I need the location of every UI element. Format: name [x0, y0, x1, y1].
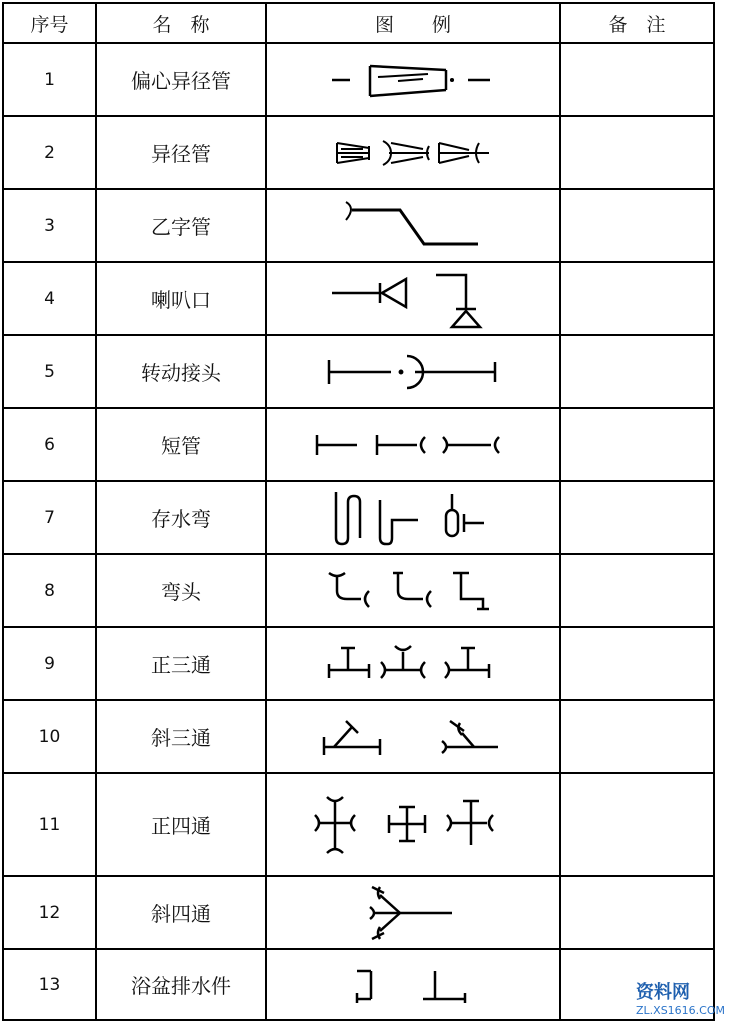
- oblique-tee-icon: [266, 700, 560, 773]
- row-name: 弯头: [96, 554, 266, 627]
- table-row: [3, 189, 714, 262]
- watermark-site: ZL.XS1616.COM: [636, 1004, 725, 1017]
- row-name: 斜三通: [96, 700, 266, 773]
- table-row: [3, 876, 714, 949]
- table-row: [3, 116, 714, 189]
- offset-pipe-icon: [266, 189, 560, 262]
- note-cell: [560, 627, 714, 700]
- header-no: 序号: [3, 3, 96, 43]
- row-name: 转动接头: [96, 335, 266, 408]
- watermark-brand: 资料网: [636, 982, 690, 1003]
- trap-icon: [266, 481, 560, 554]
- table-row: [3, 43, 714, 116]
- header-row: [3, 3, 714, 43]
- note-cell: [560, 116, 714, 189]
- bell-mouth-icon: [266, 262, 560, 335]
- row-name: 短管: [96, 408, 266, 481]
- row-no: 13: [3, 949, 96, 1020]
- row-no: 10: [3, 700, 96, 773]
- eccentric-reducer-icon: [266, 43, 560, 116]
- row-name: 异径管: [96, 116, 266, 189]
- row-name: 偏心异径管: [96, 43, 266, 116]
- note-cell: [560, 189, 714, 262]
- table-row: [3, 408, 714, 481]
- reducer-icon: [266, 116, 560, 189]
- row-no: 6: [3, 408, 96, 481]
- row-name: 斜四通: [96, 876, 266, 949]
- note-cell: [560, 43, 714, 116]
- row-no: 4: [3, 262, 96, 335]
- row-no: 12: [3, 876, 96, 949]
- note-cell: [560, 335, 714, 408]
- note-cell: [560, 481, 714, 554]
- table-row: [3, 700, 714, 773]
- oblique-cross-icon: [266, 876, 560, 949]
- pipe-fitting-legend-table: [2, 2, 715, 1021]
- row-name: 存水弯: [96, 481, 266, 554]
- swivel-joint-icon: [266, 335, 560, 408]
- row-name: 浴盆排水件: [96, 949, 266, 1020]
- table-row: [3, 481, 714, 554]
- table-row: [3, 262, 714, 335]
- elbow-icon: [266, 554, 560, 627]
- header-symbol: 图 例: [266, 3, 560, 43]
- note-cell: [560, 262, 714, 335]
- short-pipe-icon: [266, 408, 560, 481]
- watermark: [636, 978, 725, 1017]
- row-no: 9: [3, 627, 96, 700]
- row-no: 7: [3, 481, 96, 554]
- tee-icon: [266, 627, 560, 700]
- table-row: [3, 627, 714, 700]
- header-name: 名 称: [96, 3, 266, 43]
- cross-icon: [266, 773, 560, 876]
- table-row: [3, 949, 714, 1020]
- note-cell: [560, 700, 714, 773]
- row-name: 喇叭口: [96, 262, 266, 335]
- note-cell: [560, 773, 714, 876]
- row-no: 5: [3, 335, 96, 408]
- note-cell: [560, 408, 714, 481]
- row-no: 3: [3, 189, 96, 262]
- row-no: 8: [3, 554, 96, 627]
- table-row: [3, 335, 714, 408]
- note-cell: [560, 554, 714, 627]
- header-note: 备 注: [560, 3, 714, 43]
- bathtub-drain-icon: [266, 949, 560, 1020]
- table-row: [3, 773, 714, 876]
- row-no: 1: [3, 43, 96, 116]
- row-name: 正四通: [96, 773, 266, 876]
- row-name: 正三通: [96, 627, 266, 700]
- row-no: 11: [3, 773, 96, 876]
- table-row: [3, 554, 714, 627]
- note-cell: [560, 876, 714, 949]
- row-no: 2: [3, 116, 96, 189]
- row-name: 乙字管: [96, 189, 266, 262]
